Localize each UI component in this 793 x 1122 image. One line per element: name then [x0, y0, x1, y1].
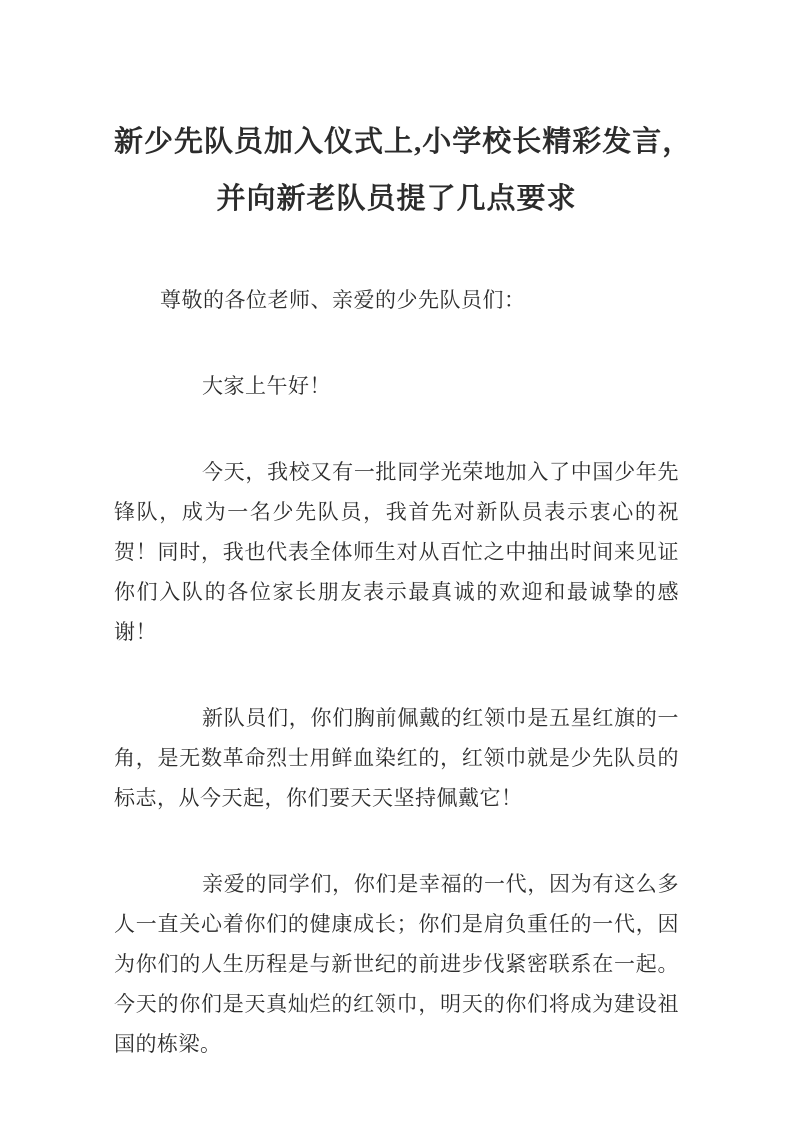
document-title [114, 114, 693, 228]
paragraph-expectations: 亲爱的同学们，你们是幸福的一代，因为有这么多人一直关心着你们的健康成长；你们是肩负重任的一代，因为你们的人生历程是与新世纪的前进步伐紧密联系在一起。今天的你们是天真灿烂的红领巾，明天的你们将成为建设祖国的栋梁。 [114, 872, 679, 1056]
paragraph-salutation: 尊敬的各位老师、亲爱的少先队员们： [160, 288, 526, 312]
document-title-line-2: 并向新老队员提了几点要求 [216, 183, 577, 215]
paragraph-red-scarf: 新队员们，你们胸前佩戴的红领巾是五星红旗的一角，是无数革命烈士用鲜血染红的，红领巾就是少先队员的标志，从今天起，你们要天天坚持佩戴它！ [114, 706, 679, 810]
document-title-line-1: 新少先队员加入仪式上,小学校长精彩发言， [114, 126, 693, 158]
paragraph-congratulations: 今天，我校又有一批同学光荣地加入了中国少年先锋队，成为一名少先队员，我首先对新队员表示衷心的祝贺！同时，我也代表全体师生对从百忙之中抽出时间来见证你们入队的各位家长朋友表示最真诚的欢迎和最诚挚的感谢！ [114, 460, 679, 644]
paragraph-greeting: 大家上午好！ [202, 374, 331, 398]
